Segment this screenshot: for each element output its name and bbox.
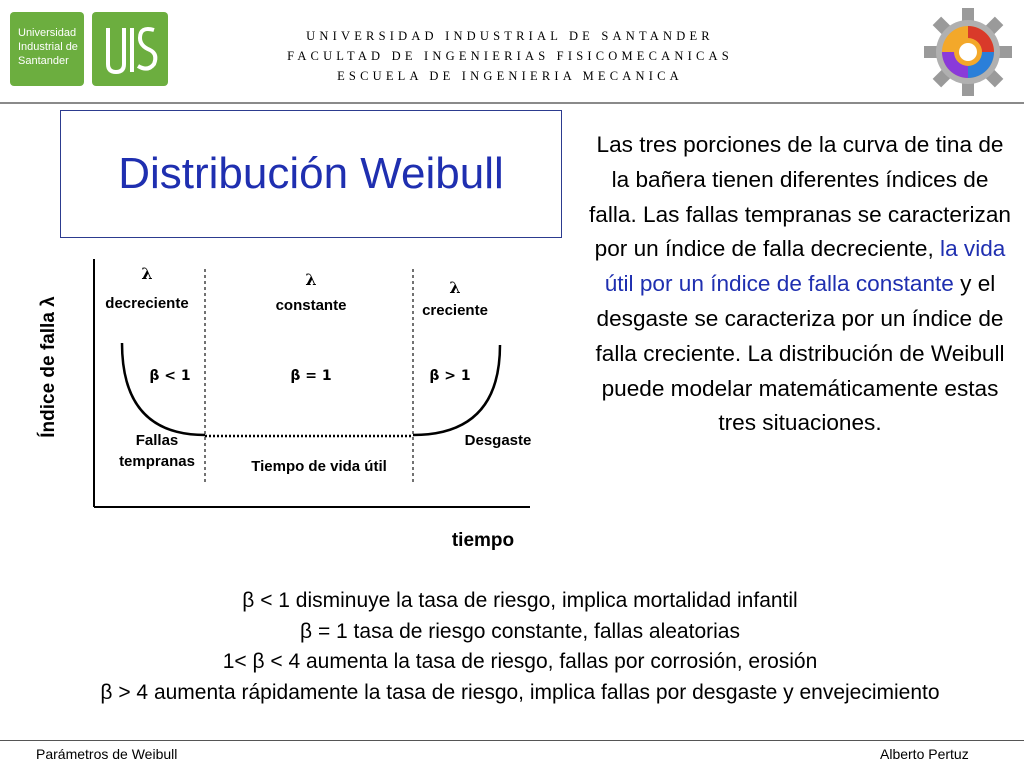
slide-title: Distribución Weibull [118, 149, 504, 198]
footer-topic: Parámetros de Weibull [36, 746, 178, 762]
trend-constant: constante [275, 297, 347, 314]
lambda-symbol: λ [305, 270, 317, 289]
footer-author: Alberto Pertuz [880, 746, 969, 762]
header-institution [180, 26, 840, 86]
uis-logo-graphic [92, 12, 168, 86]
beta-equal-one: β = 1 [290, 368, 332, 384]
university-logo [10, 12, 84, 86]
x-axis-label: tiempo [451, 530, 515, 551]
description-paragraph [585, 128, 1015, 441]
curve-decreasing [122, 343, 205, 435]
beta-line-infant-mortality: β < 1 disminuye la tasa de riesgo, implica mortalidad infantil [242, 589, 798, 612]
header-divider [0, 102, 1024, 104]
phase-early-line2: tempranas [119, 453, 195, 470]
header-line-university: UNIVERSIDAD INDUSTRIAL DE SANTANDER [306, 29, 714, 43]
phase-wear-out: Desgaste [464, 432, 532, 449]
header-line-school: ESCUELA DE INGENIERIA MECANICA [337, 69, 683, 83]
gear-icon [920, 4, 1016, 100]
logo-text-line: Universidad [18, 27, 77, 39]
description-text-end: y el desgaste se caracteriza por un índice de falla creciente. La distribución de Weibull puede modelar matemáticamente estas tres situaciones. [595, 271, 1005, 436]
curve-increasing [413, 345, 500, 435]
beta-line-random-failures: β = 1 tasa de riesgo constante, fallas aleatorias [300, 619, 740, 643]
header-line-faculty: FACULTAD DE INGENIERIAS FISICOMECANICAS [287, 49, 733, 63]
lambda-symbol: λ [449, 278, 461, 297]
beta-greater-than-one: β > 1 [429, 368, 471, 384]
beta-less-than-one: β < 1 [149, 368, 191, 384]
lambda-symbol: λ [141, 264, 153, 283]
trend-increasing: creciente [422, 302, 488, 319]
beta-explanations [60, 586, 980, 708]
phase-useful-life: Tiempo de vida útil [251, 458, 387, 475]
trend-decreasing: decreciente [105, 295, 189, 312]
y-axis-label: Índice de falla λ [38, 296, 59, 438]
mechanical-gear-logo [920, 4, 1016, 100]
phase-early-line1: Fallas [135, 432, 179, 449]
description-highlight: la vida útil por un índice de falla constante [604, 236, 1006, 297]
title-box [60, 110, 562, 238]
description-text: Las tres porciones de la curva de tina de la bañera tienen diferentes índices de falla. Las fallas tempranas se caracterizan por un índice de falla decreciente, [589, 132, 1011, 262]
logo-text-line: Industrial de [18, 41, 78, 53]
bathtub-curve-diagram [30, 255, 550, 555]
beta-line-corrosion: 1< β < 4 aumenta la tasa de riesgo, fallas por corrosión, erosión [222, 650, 818, 673]
footer-divider [0, 740, 1024, 741]
beta-line-wear-out: β > 4 aumenta rápidamente la tasa de riesgo, implica fallas por desgaste y envejecimiento [100, 680, 940, 704]
uis-logo [92, 12, 168, 86]
logo-text-line: Santander [18, 55, 69, 67]
